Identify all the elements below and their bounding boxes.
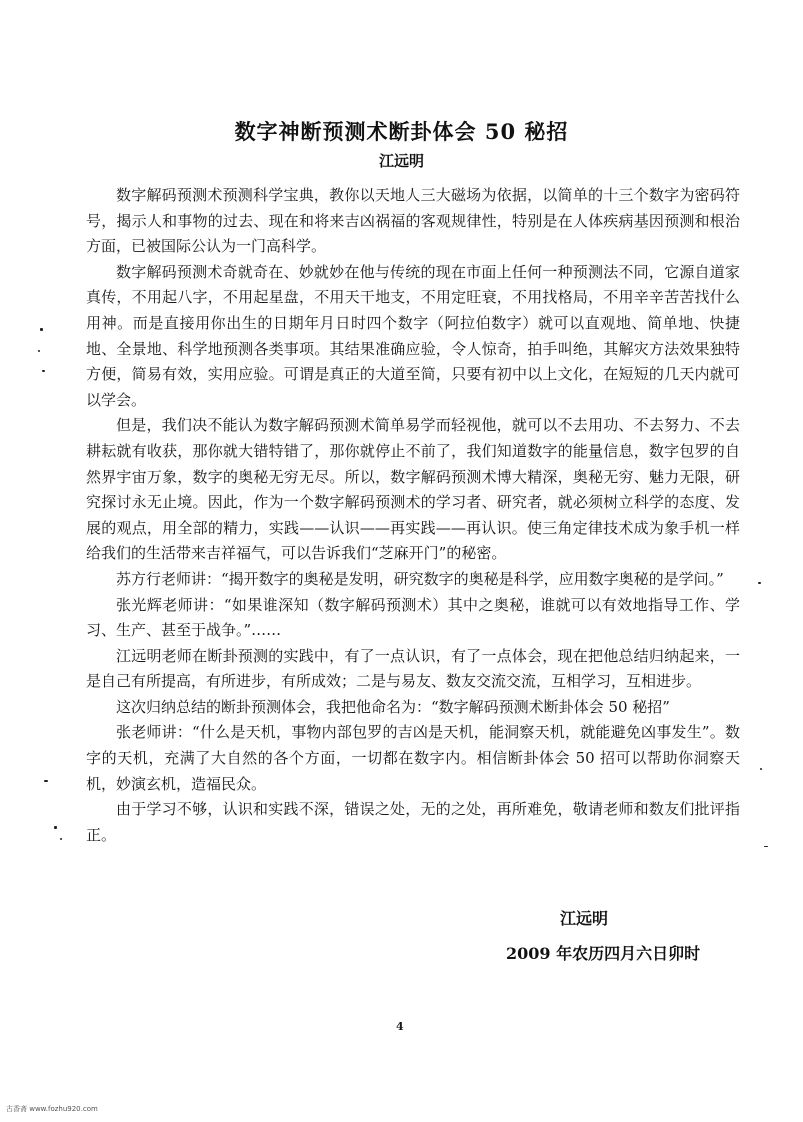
scan-speck — [764, 846, 768, 847]
paragraph: 苏方行老师讲：“揭开数字的奥秘是发明，研究数字的奥秘是科学，应用数字奥秘的是学问。” — [116, 569, 724, 588]
signature-date: 2009 年农历四月六日卯时 — [506, 944, 701, 963]
paragraph: 张光辉老师讲：“如果谁深知（数字解码预测术）其中之奥秘，谁就可以有效地指导工作、学习、生产、甚至于战争。”…… — [86, 595, 740, 640]
scan-speck — [54, 826, 57, 829]
scan-speck — [760, 768, 762, 770]
author-name: 江远明 — [378, 152, 424, 170]
scan-speck — [40, 328, 43, 331]
scan-speck — [60, 838, 62, 840]
page-number: 4 — [396, 1020, 404, 1033]
site-watermark: 古香斋 www.fozhu920.com — [6, 1105, 98, 1113]
scan-speck — [38, 350, 40, 352]
scan-speck — [44, 780, 48, 782]
paragraph: 数字解码预测术奇就奇在、妙就妙在他与传统的现在市面上任何一种预测法不同，它源自道家真传，不用起八字，不用起星盘，不用天干地支，不用定旺衰，不用找格局，不用辛辛苦苦找什么用神。而是直接用你出生的日期年月日时四个数字（阿拉伯数字）就可以直观地、简单地、快捷地、全景地、科学地预测各类事项。其结果准确应验，令人惊奇，拍手叫绝，其解灾方法效果独特方便，简易有效，实用应验。可谓是真正的大道至简，只要有初中以上文化，在短短的几天内就可以学会。 — [86, 262, 740, 409]
paragraph: 这次归纳总结的断卦预测体会，我把他命名为：“数字解码预测术断卦体会 50 秘招” — [116, 697, 670, 716]
signature-name: 江远明 — [560, 909, 609, 928]
paragraph: 江远明老师在断卦预测的实践中，有了一点认识，有了一点体会，现在把他总结归纳起来，一是自己有所提高，有所进步，有所成效；二是与易友、数友交流交流，互相学习，互相进步。 — [86, 646, 740, 691]
paragraph: 张老师讲：“什么是天机，事物内部包罗的吉凶是天机，能洞察天机，就能避免凶事发生”。数字的天机，充满了大自然的各个方面，一切都在数字内。相信断卦体会 50 招可以帮助你洞察天机，妙演玄机，造福民众。 — [86, 723, 740, 793]
document-title: 数字神断预测术断卦体会 50 秘招 — [234, 119, 569, 144]
document-body — [86, 183, 740, 848]
paragraph: 由于学习不够，认识和实践不深，错误之处，无的之处，再所难免，敬请老师和数友们批评指正。 — [86, 800, 740, 844]
scan-speck — [42, 370, 45, 372]
scan-speck — [758, 582, 761, 584]
paragraph: 但是，我们决不能认为数字解码预测术简单易学而轻视他，就可以不去用功、不去努力、不去耕耘就有收获，那你就大错特错了，那你就停止不前了，我们知道数字的能量信息，数字包罗的自然界宇宙万象，数字的奥秘无穷无尽。所以，数字解码预测术博大精深，奥秘无穷、魅力无限，研究探讨永无止境。因此，作为一个数字解码预测术的学习者、研究者，就必须树立科学的态度、发展的观点，用全部的精力，实践——认识——再实践——再认识。使三角定律技术成为象手机一样给我们的生活带来吉祥福气，可以告诉我们“芝麻开门”的秘密。 — [86, 416, 740, 563]
paragraph: 数字解码预测术预测科学宝典，教你以天地人三大磁场为依据，以简单的十三个数字为密码符号，揭示人和事物的过去、现在和将来吉凶祸福的客观规律性，特别是在人体疾病基因预测和根治方面，已被国际公认为一门高科学。 — [86, 186, 740, 256]
